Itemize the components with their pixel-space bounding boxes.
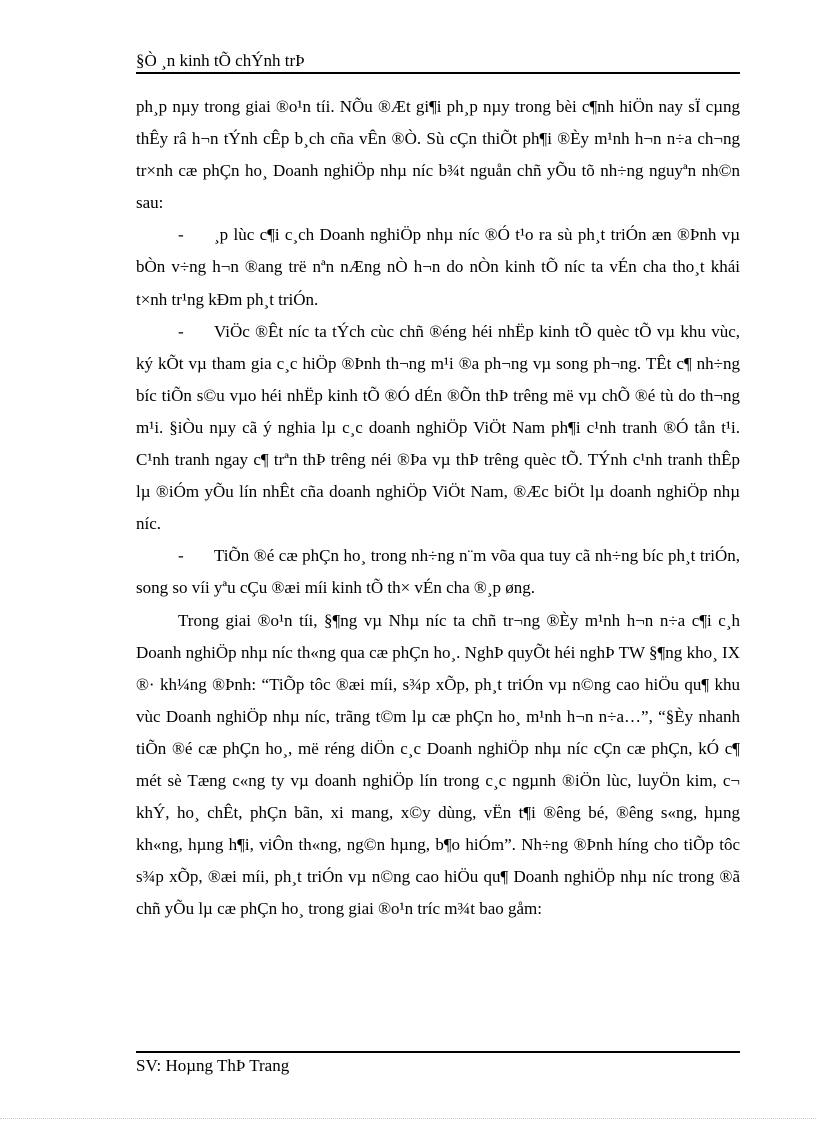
bullet-text-1: ¸p lùc c¶i c¸ch Doanh nghiÖp nhµ níc ®Ó t¹o ra sù ph¸t triÓn æn ®Þnh vµ bÒn v÷ng h¬n ®ang trë nªn nÆng nÒ h¬n do nÒn kinh tÕ níc ta vÉn cha tho¸t khái t×nh tr¹ng kÐm ph¸t triÓn. (136, 225, 740, 309)
paragraph-1: ph¸p nµy trong giai ®o¹n tíi. NÕu ®Æt gi¶i ph¸p nµy trong bèi c¶nh hiÖn nay sÏ cµng thÊy râ h¬n tÝnh cÊp b¸ch cña vÊn ®Ò. Sù cÇn thiÕt ph¶i ®Èy m¹nh h¬n n÷a ch¬ng tr×nh cæ phÇn ho¸ Doanh nghiÖp nhµ níc b¾t nguån chñ yÕu tõ nh÷ng nguyªn nh©n sau: (136, 97, 740, 213)
header-divider (136, 72, 740, 74)
bullet-text-2: ViÖc ®Êt níc ta tÝch cùc chñ ®éng héi nhËp kinh tÕ quèc tÕ vµ khu vùc, ký kÕt vµ tham gia c¸c hiÖp ®Þnh th¬ng m¹i ®a ph¬ng vµ song ph¬ng. TÊt c¶ nh÷ng bíc tiÕn s©u vµo héi nhËp kinh tÕ ®Ó dÉn ®Õn thÞ trêng më vµ chÕ ®é tù do th¬ng m¹i. §iÒu nµy cã ý nghia lµ c¸c doanh nghiÖp ViÖt Nam ph¶i c¹nh tranh ®Ó tån t¹i. C¹nh tranh ngay c¶ trªn thÞ trêng néi ®Þa vµ thÞ trêng quèc tÕ. TÝnh c¹nh tranh thÊp lµ ®iÓm yÕu lín nhÊt cña doanh nghiÖp ViÖt Nam, ®Æc biÖt lµ doanh nghiÖp nhµ níc. (136, 321, 740, 534)
page-bottom-edge (0, 1118, 816, 1119)
bullet-dash: - (178, 321, 184, 341)
document-body (136, 91, 740, 925)
bullet-dash: - (178, 546, 184, 566)
bullet-item-3 (136, 540, 740, 604)
bullet-item-1 (136, 219, 740, 315)
footer-divider (136, 1051, 740, 1053)
bullet-item-2 (136, 316, 740, 541)
page-header: §Ò ¸n kinh tÕ chÝnh trÞ (136, 51, 305, 70)
paragraph-2: Trong giai ®o¹n tíi, §¶ng vµ Nhµ níc ta chñ tr¬ng ®Èy m¹nh h¬n n÷a c¶i c¸h Doanh nghiÖp nhµ níc th«ng qua cæ phÇn ho¸. NghÞ quyÕt héi nghÞ TW §¶ng kho¸ IX ®· kh¼ng ®Þnh: “TiÕp tôc ®æi míi, s¾p xÕp, ph¸t triÓn vµ n©ng cao hiÖu qu¶ khu vùc Doanh nghiÖp nhµ níc, trãng t©m lµ cæ phÇn ho¸ m¹nh h¬n n÷a…”, “§Èy nhanh tiÕn ®é cæ phÇn ho¸, më réng diÖn c¸c Doanh nghiÖp nhµ níc cÇn cæ phÇn, kÓ c¶ mét sè Tæng c«ng ty vµ doanh nghiÖp lín trong c¸c ngµnh ®iÖn lùc, luyÖn kim, c¬ khÝ, ho¸ chÊt, phÇn bãn, xi mang, x©y dùng, vËn t¶i ®êng bé, ®êng s«ng, hµng kh«ng, hµng h¶i, viÔn th«ng, ng©n hµng, b¶o hiÓm”. Nh÷ng ®Þnh híng cho tiÕp tôc s¾p xÕp, ®æi míi, ph¸t triÓn vµ n©ng cao hiÖu qu¶ Doanh nghiÖp nhµ níc trong ®ã chñ yÕu lµ cæ phÇn ho¸ trong giai ®o¹n tríc m¾t bao gåm: (136, 610, 740, 919)
bullet-text-3: TiÕn ®é cæ phÇn ho¸ trong nh÷ng n¨m võa qua tuy cã nh÷ng bíc ph¸t triÓn, song so víi yªu cÇu ®æi míi kinh tÕ th× vÉn cha ®¸p øng. (136, 546, 740, 598)
page-footer: SV: Hoµng ThÞ Trang (136, 1056, 290, 1075)
bullet-dash: - (178, 225, 184, 245)
